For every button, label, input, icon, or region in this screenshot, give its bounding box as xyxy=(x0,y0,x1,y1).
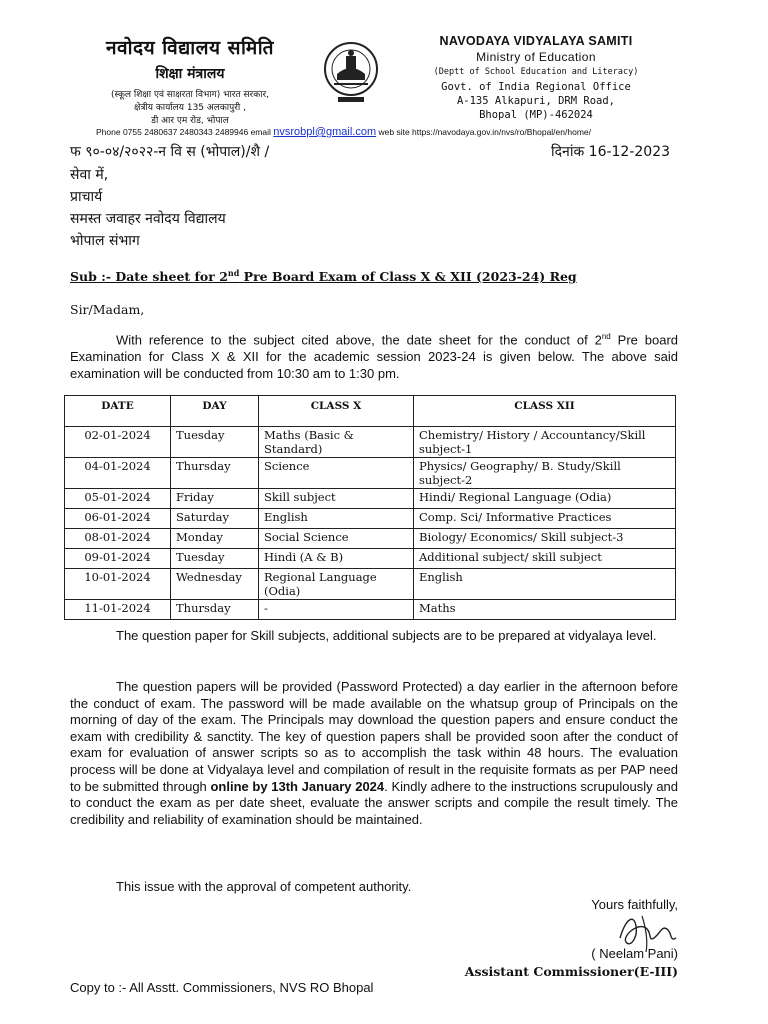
ministry-hindi: शिक्षा मंत्रालय xyxy=(155,66,225,82)
reference-number: फ ९०-०४/२०२२-न वि स (भोपाल)/शै / xyxy=(70,144,270,160)
cell-class-xii: Chemistry/ History / Accountancy/Skill subject-1 xyxy=(414,427,676,458)
org-name-english: NAVODAYA VIDYALAYA SAMITI xyxy=(439,34,633,48)
table-row xyxy=(65,489,676,509)
org-name-hindi: नवोदय विद्यालय समिति xyxy=(105,37,275,59)
recipient-line-3: भोपाल संभाग xyxy=(70,233,140,249)
closing: Yours faithfully, xyxy=(591,897,678,912)
cell-class-xii: Maths xyxy=(414,600,676,620)
dept-hindi-line2: क्षेत्रीय कार्यालय 135 अलकापुरी , xyxy=(134,103,246,113)
subject-text-post: Pre Board Exam of Class X & XII (2023-24) Reg xyxy=(239,269,577,285)
signatory-name: ( Neelam Pani) xyxy=(591,946,678,961)
cell-date: 04-01-2024 xyxy=(65,458,171,489)
greeting: Sir/Madam, xyxy=(70,302,145,317)
cell-class-x: English xyxy=(259,509,414,529)
office-address xyxy=(410,80,662,122)
table-row xyxy=(65,509,676,529)
cell-date: 10-01-2024 xyxy=(65,569,171,600)
cell-class-xii: Comp. Sci/ Informative Practices xyxy=(414,509,676,529)
header-class-xii: CLASS XII xyxy=(414,396,676,427)
deadline-text: online by 13th January 2024 xyxy=(210,778,385,794)
subject-text-pre: Sub :- Date sheet for 2 xyxy=(70,269,228,285)
intro-paragraph xyxy=(70,329,678,382)
cell-date: 05-01-2024 xyxy=(65,489,171,509)
cell-class-x: Science xyxy=(259,458,414,489)
cell-date: 09-01-2024 xyxy=(65,549,171,569)
table-row xyxy=(65,427,676,458)
table-row xyxy=(65,529,676,549)
cell-class-x: Regional Language (Odia) xyxy=(259,569,414,600)
header-class-x: CLASS X xyxy=(259,396,414,427)
cell-day: Thursday xyxy=(171,458,259,489)
cell-class-x: Social Science xyxy=(259,529,414,549)
dept-hindi xyxy=(60,89,320,128)
cell-day: Thursday xyxy=(171,600,259,620)
cell-day: Friday xyxy=(171,489,259,509)
date-sheet-table xyxy=(64,395,676,620)
subject-line xyxy=(70,268,577,284)
skill-subjects-paragraph xyxy=(70,628,678,645)
header-english xyxy=(410,34,662,122)
cell-class-xii: Physics/ Geography/ B. Study/Skill subject-2 xyxy=(414,458,676,489)
instructions-text-a: The question papers will be provided (Password Protected) a day earlier in the afternoon before the conduct of exam. The password will be made available on the whatsup group of Principals on the morning of day of the exam. The Principals may download the question papers and ensure conduct the exam with credibility & sanctity. The key of question papers shall be provided soon after the conduct of exam for evaluation of answer scripts so as to accomplish the task within 48 hours. The evaluation process will be done at Vidyalaya level and compilation of result in the requisite formats as per PAP need to be submitted through xyxy=(70,679,678,794)
dept-english: (Deptt of School Education and Literacy) xyxy=(433,67,639,77)
cell-date: 08-01-2024 xyxy=(65,529,171,549)
cell-day: Wednesday xyxy=(171,569,259,600)
signatory-designation: Assistant Commissioner(E-III) xyxy=(464,964,678,979)
header-day: DAY xyxy=(171,396,259,427)
table-row xyxy=(65,458,676,489)
intro-text-a: With reference to the subject cited above, the date sheet for the conduct of 2 xyxy=(116,332,602,348)
cell-day: Tuesday xyxy=(171,549,259,569)
header-hindi xyxy=(60,34,320,128)
website-text: web site https://navodaya.gov.in/nvs/ro/Bhopal/en/home/ xyxy=(378,127,591,137)
cell-date: 06-01-2024 xyxy=(65,509,171,529)
table-row xyxy=(65,569,676,600)
cell-class-xii: Hindi/ Regional Language (Odia) xyxy=(414,489,676,509)
salutation-to: सेवा में, xyxy=(70,167,109,183)
approval-paragraph xyxy=(70,879,678,896)
contact-line xyxy=(96,126,591,138)
cell-date: 02-01-2024 xyxy=(65,427,171,458)
nvs-emblem-icon xyxy=(322,40,380,106)
instructions-paragraph xyxy=(70,679,678,828)
cell-class-x: Skill subject xyxy=(259,489,414,509)
recipient-address xyxy=(70,164,226,252)
table-row xyxy=(65,549,676,569)
copy-to: Copy to :- All Asstt. Commissioners, NVS RO Bhopal xyxy=(70,980,374,995)
cell-class-x: Maths (Basic & Standard) xyxy=(259,427,414,458)
ministry-english: Ministry of Education xyxy=(476,50,596,64)
table-row xyxy=(65,600,676,620)
cell-class-x: Hindi (A & B) xyxy=(259,549,414,569)
header-date: DATE xyxy=(65,396,171,427)
dept-hindi-line3: डी आर एम रोड, भोपाल xyxy=(151,116,229,126)
govt-line: Govt. of India Regional Office xyxy=(441,81,631,93)
intro-text-b: Pre board Examination for Class X & XII for the academic session 2023-24 is given below. The above said examination will be conducted from 10:30 am to 1:30 pm. xyxy=(70,332,679,381)
recipient-line-2: समस्त जवाहर नवोदय विद्यालय xyxy=(70,211,226,227)
instructions-text-b: . Kindly adhere to the instructions scrupulously and to conduct the exam as per date sheet, evaluate the answer scripts and compile the result timely. The credibility and reliability of examination should be maintained. xyxy=(70,778,679,827)
email-link[interactable]: nvsrobpl@gmail.com xyxy=(273,126,377,138)
skill-subjects-text: The question paper for Skill subjects, additional subjects are to be prepared at vidyalaya level. xyxy=(116,628,657,643)
subject-sup: nd xyxy=(227,268,240,278)
cell-class-xii: Additional subject/ skill subject xyxy=(414,549,676,569)
cell-class-x: - xyxy=(259,600,414,620)
intro-sup: nd xyxy=(601,332,611,341)
cell-day: Monday xyxy=(171,529,259,549)
address-line: A-135 Alkapuri, DRM Road, xyxy=(456,95,616,107)
approval-text: This issue with the approval of competent authority. xyxy=(116,879,412,894)
phone-text: Phone 0755 2480637 2480343 2489946 email xyxy=(96,127,271,137)
city-line: Bhopal (MP)-462024 xyxy=(479,109,593,121)
cell-class-xii: English xyxy=(414,569,676,600)
cell-day: Tuesday xyxy=(171,427,259,458)
cell-day: Saturday xyxy=(171,509,259,529)
letter-date: दिनांक 16-12-2023 xyxy=(551,144,671,160)
table-header-row xyxy=(65,396,676,427)
cell-class-xii: Biology/ Economics/ Skill subject-3 xyxy=(414,529,676,549)
cell-date: 11-01-2024 xyxy=(65,600,171,620)
dept-hindi-line1: (स्कूल शिक्षा एवं साक्षरता विभाग) भारत सरकार, xyxy=(110,90,269,100)
recipient-line-1: प्राचार्य xyxy=(70,189,103,205)
